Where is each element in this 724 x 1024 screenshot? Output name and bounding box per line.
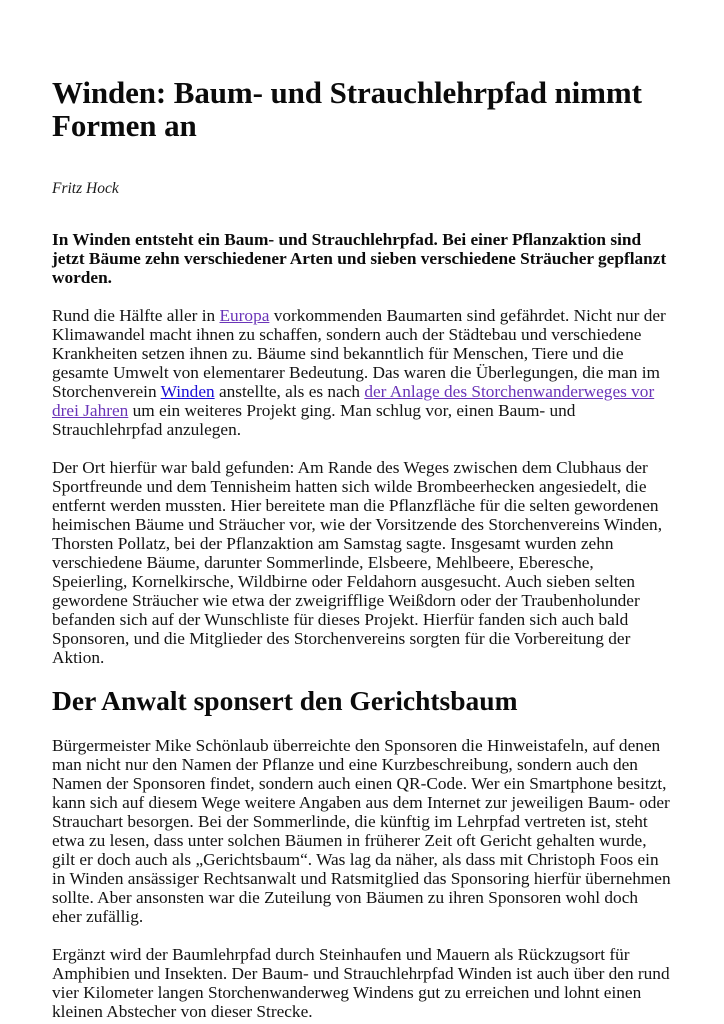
link-europa[interactable]: Europa [219, 306, 270, 325]
paragraph-1-text-2: vorkommenden Baumarten sind gefährdet. Nicht nur der Klimawandel macht ihnen zu schaffen, sondern auch der Städtebau und verschiedene Krankheiten setzen ihnen zu. Bäume sind bekanntlich für Menschen, Tiere und die gesamte Umwelt von elementarer Bedeutung. Das waren die Überlegungen, die man im Storchenverein [52, 306, 666, 401]
link-winden[interactable]: Winden [160, 382, 215, 401]
paragraph-1 [52, 306, 672, 439]
paragraph-1-text-4: um ein weiteres Projekt ging. Man schlug vor, einen Baum- und Strauchlehrpfad anzulegen. [52, 401, 576, 439]
paragraph-4: Ergänzt wird der Baumlehrpfad durch Steinhaufen und Mauern als Rückzugsort für Amphibien und Insekten. Der Baum- und Strauchlehrpfad Winden ist auch über den rund vier Kilometer langen Storchenwanderweg Windens gut zu erreichen und lohnt einen kleinen Abstecher von dieser Strecke. [52, 945, 670, 1021]
paragraph-2: Der Ort hierfür war bald gefunden: Am Rande des Weges zwischen dem Clubhaus der Sportfreunde und dem Tennisheim hatten sich wilde Brombeerhecken angesiedelt, die entfernt werden mussten. Hier bereitete man die Pflanzfläche für die selten gewordenen heimischen Bäume und Sträucher vor, wie der Vorsitzende des Storchenvereins Winden, Thorsten Pollatz, bei der Pflanzaktion am Samstag sagte. Insgesamt wurden zehn verschiedene Bäume, darunter Sommerlinde, Elsbeere, Mehlbeere, Eberesche, Speierling, Kornelkirsche, Wildbirne oder Feldahorn ausgesucht. Auch sieben selten gewordene Sträucher wie etwa der zweigrifflige Weißdorn oder der Traubenholunder befanden sich auf der Wunschliste für dieses Projekt. Hierfür fanden sich auch bald Sponsoren, und die Mitglieder des Storchenvereins sorgten für die Vorbereitung der Aktion. [52, 458, 663, 667]
article-title: Winden: Baum- und Strauchlehrpfad nimmt Formen an [52, 75, 642, 143]
paragraph-1-text-1: Rund die Hälfte aller in [52, 306, 220, 325]
paragraph-3: Bürgermeister Mike Schönlaub überreichte den Sponsoren die Hinweistafeln, auf denen man nicht nur den Namen der Pflanze und eine Kurzbeschreibung, sondern auch den Namen der Sponsoren findet, sondern auch einen QR-Code. Wer ein Smartphone besitzt, kann sich auf diesem Wege weitere Angaben aus dem Internet zur jeweiligen Baum- oder Strauchart besorgen. Bei der Sommerlinde, die künftig im Lehrpfad vertreten ist, steht etwa zu lesen, dass unter solchen Bäumen in früherer Zeit oft Gericht gehalten wurde, gilt er doch auch als „Gerichtsbaum“. Was lag da näher, als dass mit Christoph Foos ein in Winden ansässiger Rechtsanwalt und Ratsmitglied das Sponsoring hierfür übernehmen sollte. Aber ansonsten war die Zuteilung von Bäumen zu ihren Sponsoren wohl doch eher zufällig. [52, 736, 671, 926]
author-byline: Fritz Hock [52, 180, 119, 197]
paragraph-1-text-3: anstellte, als es nach [214, 382, 365, 401]
article-lead: In Winden entsteht ein Baum- und Strauchlehrpfad. Bei einer Pflanzaktion sind jetzt Bäume zehn verschiedener Arten und sieben verschiedene Sträucher gepflanzt worden. [52, 230, 667, 287]
link-anlage-storchenwanderweg[interactable]: der Anlage des Storchenwanderweges vor drei Jahren [52, 382, 655, 420]
section-heading: Der Anwalt sponsert den Gerichtsbaum [52, 685, 518, 716]
